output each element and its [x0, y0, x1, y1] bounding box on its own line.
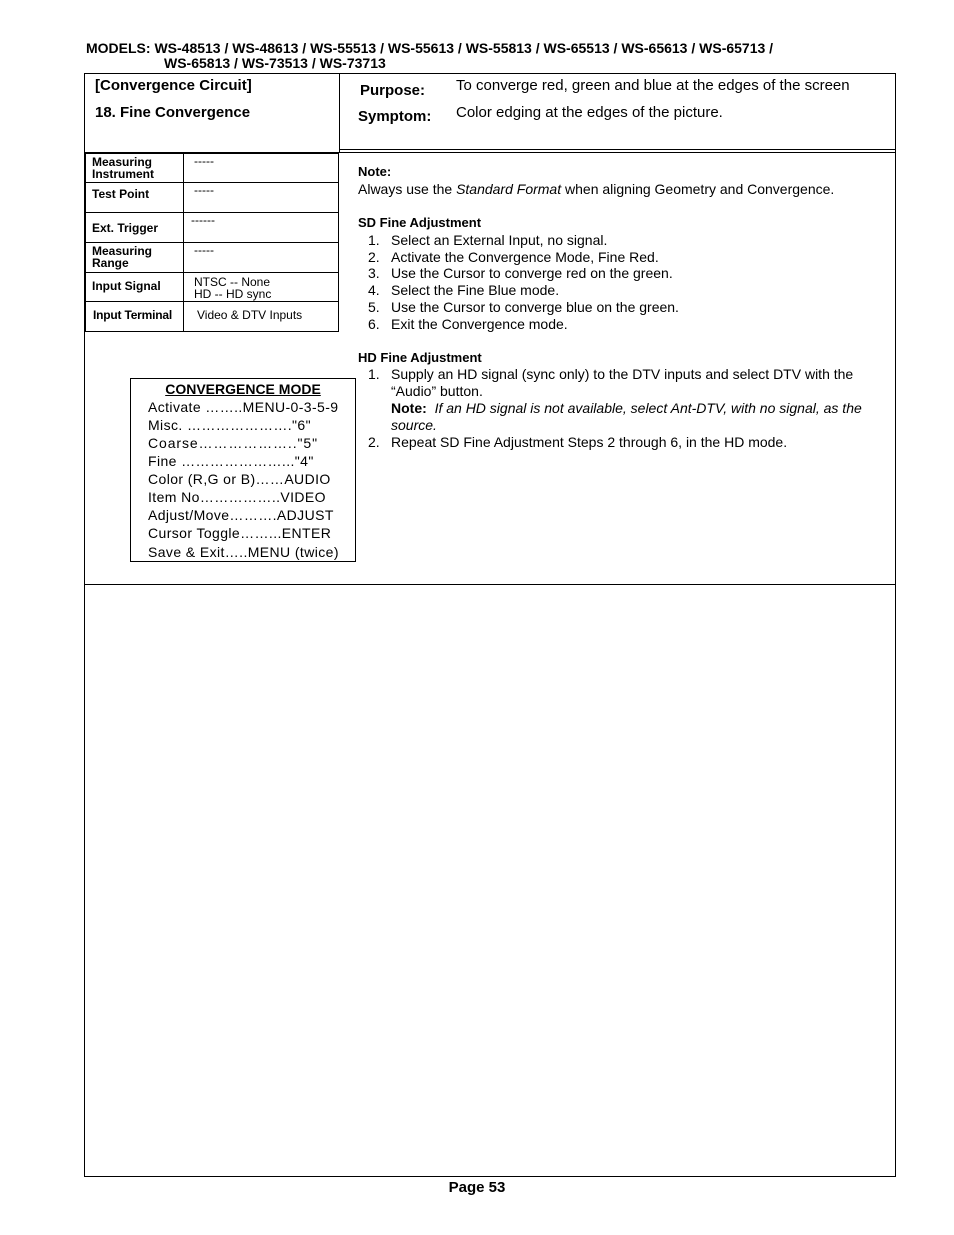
step-text: Supply an HD signal (sync only) to the DTV inputs and select DTV with the [391, 366, 854, 382]
spec-value: ----- [184, 154, 339, 183]
spec-label: Test Point [86, 183, 184, 213]
step-number: 5. [368, 299, 380, 315]
step-number: 1. [368, 366, 380, 382]
content-rule [85, 584, 896, 585]
convergence-mode-item: Cursor Toggle……...ENTER [148, 525, 332, 541]
convergence-mode-item: Save & Exit…..MENU (twice) [148, 544, 339, 560]
hd-adjustment-title: HD Fine Adjustment [358, 350, 482, 365]
step-number: 3. [368, 265, 380, 281]
spec-value: ------ [184, 213, 339, 243]
convergence-mode-item: Adjust/Move……….ADJUST [148, 507, 334, 523]
spec-row-test-point [86, 183, 339, 213]
step-number: 2. [368, 249, 380, 265]
convergence-mode-title: CONVERGENCE MODE [165, 381, 321, 397]
step-number: 6. [368, 316, 380, 332]
symptom-label: Symptom: [358, 108, 432, 125]
spec-row-input-signal [86, 273, 339, 302]
step-text: Select an External Input, no signal. [391, 232, 608, 248]
convergence-mode-box [130, 378, 356, 562]
hd-note-continued: source. [391, 417, 437, 433]
convergence-mode-item: Activate ……..MENU-0-3-5-9 [148, 399, 339, 415]
convergence-mode-item: Coarse……………….."5" [148, 435, 318, 451]
step-text: Repeat SD Fine Adjustment Steps 2 through 6, in the HD mode. [391, 434, 788, 450]
models-header-line-2: WS-65813 / WS-73513 / WS-73713 [164, 55, 386, 71]
spec-label: Ext. Trigger [86, 213, 184, 243]
spec-label: Input Signal [86, 273, 184, 302]
sd-adjustment-title: SD Fine Adjustment [358, 215, 482, 230]
spec-value: NTSC -- None HD -- HD sync [184, 273, 339, 302]
spec-row-measuring-range [86, 243, 339, 273]
page-number: Page 53 [448, 1179, 506, 1196]
step-number: 2. [368, 434, 380, 450]
step-text: Exit the Convergence mode. [391, 316, 568, 332]
convergence-mode-item: Color (R,G or B)……AUDIO [148, 471, 331, 487]
hd-note: Note: If an HD signal is not available, select Ant-DTV, with no signal, as the [391, 400, 862, 416]
spec-value: ----- [184, 183, 339, 213]
spec-value: ----- [184, 243, 339, 273]
note-title: Note: [358, 164, 392, 179]
spec-row-measuring-instrument [86, 154, 339, 183]
step-text: Use the Cursor to converge red on the green. [391, 265, 673, 281]
purpose-label: Purpose: [360, 82, 426, 99]
note-text: Always use the Standard Format when aligning Geometry and Convergence. [358, 181, 835, 197]
spec-label: Measuring Instrument [86, 154, 184, 183]
step-number: 4. [368, 282, 380, 298]
header-divider [339, 74, 340, 153]
spec-table [85, 153, 339, 332]
circuit-title: [Convergence Circuit] [95, 77, 252, 94]
section-title: 18. Fine Convergence [95, 104, 251, 121]
step-text: Activate the Convergence Mode, Fine Red. [391, 249, 659, 265]
header-rule-1 [339, 149, 896, 150]
step-number: 1. [368, 232, 380, 248]
spec-value: Video & DTV Inputs [184, 302, 339, 332]
step-text: Select the Fine Blue mode. [391, 282, 560, 298]
models-header-line-1: MODELS: WS-48513 / WS-48613 / WS-55513 / WS-55613 / WS-55813 / WS-65513 / WS-65613 / WS-65713 / [86, 40, 774, 56]
spec-row-ext-trigger [86, 213, 339, 243]
purpose-text: To converge red, green and blue at the edges of the screen [456, 77, 850, 94]
spec-row-input-terminal [86, 302, 339, 332]
spec-label: Measuring Range [86, 243, 184, 273]
convergence-mode-item: Misc. …………………."6" [148, 417, 311, 433]
symptom-text: Color edging at the edges of the picture. [456, 104, 723, 121]
step-text: Use the Cursor to converge blue on the green. [391, 299, 679, 315]
convergence-mode-item: Fine …………………..."4" [148, 453, 314, 469]
spec-label: Input Terminal [86, 302, 184, 332]
convergence-mode-item: Item No……………..VIDEO [148, 489, 326, 505]
step-text-continued: “Audio” button. [391, 383, 483, 399]
